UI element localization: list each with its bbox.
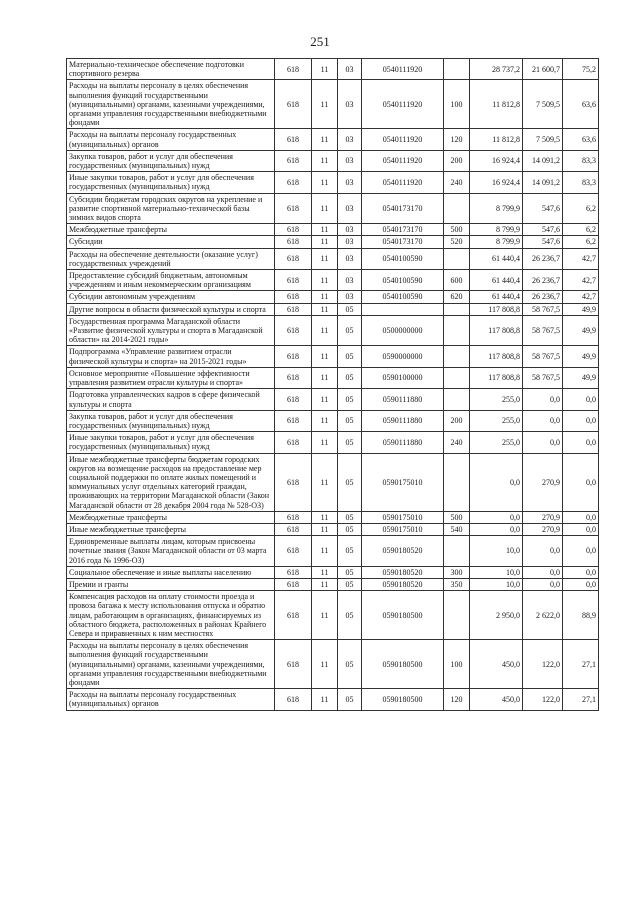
table-row [67,346,599,367]
table-cell-target-article: 0590180500 [362,689,444,710]
table-cell-actual: 58 767,5 [523,315,563,346]
table-row [67,224,599,236]
table-cell-actual: 58 767,5 [523,303,563,315]
table-cell-expense-type: 200 [444,410,470,431]
table-cell-percent: 0,0 [563,523,599,535]
table-cell-plan: 11 812,8 [470,129,523,150]
table-cell-subsection: 05 [338,640,362,689]
table-cell-name: Расходы на выплаты персоналу в целях обеспечения выполнения функций государственными (муниципальными) органами, казенными учреждениями, органами управления государственными внебюджетными фондами [67,80,275,129]
table-cell-expense-type: 100 [444,640,470,689]
table-cell-actual: 122,0 [523,689,563,710]
table-cell-plan: 61 440,4 [470,270,523,291]
table-cell-section: 11 [312,389,338,410]
table-row [67,150,599,171]
table-cell-expense-type: 200 [444,150,470,171]
table-cell-target-article: 0590180520 [362,536,444,567]
table-cell-plan: 16 924,4 [470,172,523,193]
table-cell-expense-type: 120 [444,689,470,710]
table-cell-target-article: 0540173170 [362,193,444,224]
table-cell-admin-code: 618 [275,315,312,346]
table-cell-name: Другие вопросы в области физической культуры и спорта [67,303,275,315]
table-cell-percent: 63,6 [563,80,599,129]
table-cell-subsection: 05 [338,511,362,523]
table-cell-plan: 10,0 [470,536,523,567]
table-cell-percent: 75,2 [563,59,599,80]
table-cell-target-article: 0590180520 [362,578,444,590]
table-cell-admin-code: 618 [275,578,312,590]
table-cell-plan: 8 799,9 [470,236,523,248]
table-cell-admin-code: 618 [275,453,312,511]
table-cell-admin-code: 618 [275,236,312,248]
table-row [67,236,599,248]
table-cell-actual: 14 091,2 [523,150,563,171]
table-cell-name: Закупка товаров, работ и услуг для обеспечения государственных (муниципальных) нужд [67,150,275,171]
table-cell-plan: 10,0 [470,578,523,590]
table-cell-plan: 0,0 [470,523,523,535]
table-cell-subsection: 03 [338,236,362,248]
table-row [67,566,599,578]
table-row [67,591,599,640]
table-cell-expense-type: 620 [444,291,470,303]
table-cell-expense-type: 240 [444,432,470,453]
table-cell-subsection: 05 [338,432,362,453]
table-cell-subsection: 03 [338,270,362,291]
table-cell-plan: 61 440,4 [470,248,523,269]
table-cell-actual: 21 600,7 [523,59,563,80]
table-cell-section: 11 [312,523,338,535]
table-row [67,689,599,710]
table-cell-admin-code: 618 [275,410,312,431]
table-cell-actual: 0,0 [523,410,563,431]
table-cell-section: 11 [312,591,338,640]
table-row [67,432,599,453]
table-cell-percent: 42,7 [563,270,599,291]
table-cell-target-article: 0590111880 [362,389,444,410]
table-row [67,523,599,535]
table-cell-percent: 49,9 [563,367,599,388]
table-cell-subsection: 05 [338,536,362,567]
table-cell-subsection: 05 [338,689,362,710]
table-cell-plan: 117 808,8 [470,315,523,346]
table-cell-admin-code: 618 [275,80,312,129]
table-cell-target-article [362,303,444,315]
table-cell-admin-code: 618 [275,367,312,388]
table-row [67,536,599,567]
table-cell-actual: 547,6 [523,193,563,224]
table-cell-expense-type [444,536,470,567]
table-cell-name: Расходы на обеспечение деятельности (оказание услуг) государственных учреждений [67,248,275,269]
table-cell-section: 11 [312,193,338,224]
table-cell-section: 11 [312,511,338,523]
table-cell-subsection: 05 [338,578,362,590]
table-cell-actual: 270,9 [523,453,563,511]
table-cell-admin-code: 618 [275,523,312,535]
table-row [67,367,599,388]
table-cell-admin-code: 618 [275,432,312,453]
table-cell-admin-code: 618 [275,150,312,171]
table-row [67,511,599,523]
table-row [67,578,599,590]
table-cell-name: Субсидии [67,236,275,248]
table-cell-percent: 0,0 [563,453,599,511]
table-cell-admin-code: 618 [275,224,312,236]
table-cell-section: 11 [312,578,338,590]
table-cell-name: Подготовка управленческих кадров в сфере физической культуры и спорта [67,389,275,410]
table-cell-actual: 7 509,5 [523,80,563,129]
table-cell-subsection: 05 [338,591,362,640]
table-cell-actual: 270,9 [523,511,563,523]
table-cell-actual: 0,0 [523,536,563,567]
table-row [67,80,599,129]
table-cell-plan: 255,0 [470,389,523,410]
table-cell-name: Основное мероприятие «Повышение эффективности управления развитием отрасли культуры и спорта» [67,367,275,388]
table-cell-section: 11 [312,536,338,567]
table-cell-admin-code: 618 [275,591,312,640]
table-cell-target-article: 0590111880 [362,432,444,453]
table-row [67,172,599,193]
table-cell-admin-code: 618 [275,129,312,150]
table-cell-plan: 2 950,0 [470,591,523,640]
table-cell-percent: 0,0 [563,432,599,453]
table-cell-section: 11 [312,150,338,171]
table-row [67,453,599,511]
table-cell-expense-type: 300 [444,566,470,578]
table-cell-section: 11 [312,453,338,511]
table-cell-target-article: 0590180520 [362,566,444,578]
table-cell-percent: 0,0 [563,389,599,410]
table-cell-expense-type: 100 [444,80,470,129]
table-cell-section: 11 [312,59,338,80]
table-cell-admin-code: 618 [275,248,312,269]
table-cell-actual: 26 236,7 [523,248,563,269]
table-cell-target-article: 0590100000 [362,367,444,388]
table-cell-expense-type: 540 [444,523,470,535]
table-cell-plan: 16 924,4 [470,150,523,171]
table-cell-target-article: 0590111880 [362,410,444,431]
table-cell-target-article: 0590180500 [362,591,444,640]
table-cell-name: Компенсация расходов на оплату стоимости проезда и провоза багажа к месту использования отпуска и обратно лицам, работающим в организациях, финансируемых из областного бюджета, расположенных в районах Крайнего Севера и приравненных к ним местностях [67,591,275,640]
table-cell-actual: 58 767,5 [523,346,563,367]
table-cell-percent: 0,0 [563,410,599,431]
table-cell-actual: 26 236,7 [523,270,563,291]
table-cell-admin-code: 618 [275,689,312,710]
table-cell-admin-code: 618 [275,172,312,193]
table-cell-target-article: 0540173170 [362,236,444,248]
table-cell-expense-type [444,248,470,269]
table-row [67,389,599,410]
table-cell-plan: 0,0 [470,511,523,523]
table-row [67,315,599,346]
table-cell-subsection: 05 [338,367,362,388]
table-cell-subsection: 03 [338,129,362,150]
table-cell-section: 11 [312,291,338,303]
table-cell-admin-code: 618 [275,511,312,523]
table-cell-percent: 6,2 [563,224,599,236]
table-cell-plan: 450,0 [470,689,523,710]
table-cell-subsection: 03 [338,224,362,236]
table-cell-expense-type [444,193,470,224]
table-cell-name: Межбюджетные трансферты [67,224,275,236]
table-cell-admin-code: 618 [275,193,312,224]
table-cell-actual: 58 767,5 [523,367,563,388]
table-cell-subsection: 05 [338,389,362,410]
table-cell-subsection: 03 [338,150,362,171]
page-number: 251 [310,34,330,49]
table-cell-section: 11 [312,346,338,367]
table-cell-subsection: 03 [338,172,362,193]
table-cell-plan: 117 808,8 [470,367,523,388]
table-cell-name: Субсидии автономным учреждениям [67,291,275,303]
table-cell-target-article: 0540111920 [362,172,444,193]
table-cell-subsection: 05 [338,410,362,431]
table-cell-subsection: 03 [338,248,362,269]
table-cell-percent: 49,9 [563,303,599,315]
table-cell-actual: 0,0 [523,578,563,590]
table-cell-target-article: 0540111920 [362,59,444,80]
table-row [67,129,599,150]
table-cell-target-article: 0540173170 [362,224,444,236]
table-cell-actual: 14 091,2 [523,172,563,193]
table-cell-section: 11 [312,367,338,388]
table-row [67,291,599,303]
table-cell-actual: 0,0 [523,389,563,410]
table-cell-subsection: 05 [338,303,362,315]
table-cell-target-article: 0590000000 [362,346,444,367]
table-cell-name: Межбюджетные трансферты [67,511,275,523]
table-row [67,270,599,291]
table-cell-plan: 255,0 [470,410,523,431]
table-cell-admin-code: 618 [275,536,312,567]
table-row [67,59,599,80]
table-cell-percent: 49,9 [563,346,599,367]
table-cell-percent: 6,2 [563,193,599,224]
table-cell-percent: 42,7 [563,248,599,269]
table-cell-section: 11 [312,129,338,150]
table-cell-percent: 6,2 [563,236,599,248]
table-cell-percent: 88,9 [563,591,599,640]
table-cell-section: 11 [312,640,338,689]
table-cell-name: Расходы на выплаты персоналу государственных (муниципальных) органов [67,689,275,710]
table-cell-subsection: 05 [338,453,362,511]
table-cell-name: Предоставление субсидий бюджетным, автономным учреждениям и иным некоммерческим организациям [67,270,275,291]
table-cell-section: 11 [312,172,338,193]
table-cell-expense-type [444,591,470,640]
table-cell-name: Единовременные выплаты лицам, которым присвоены почетные звания (Закон Магаданской области от 03 марта 2016 года № 1996-ОЗ) [67,536,275,567]
table-cell-admin-code: 618 [275,389,312,410]
table-cell-admin-code: 618 [275,303,312,315]
table-cell-expense-type [444,346,470,367]
table-cell-name: Расходы на выплаты персоналу государственных (муниципальных) органов [67,129,275,150]
table-cell-plan: 28 737,2 [470,59,523,80]
table-cell-name: Иные межбюджетные трансферты бюджетам городских округов на возмещение расходов на предоставление мер социальной поддержки по оплате жилых помещений и коммунальных услуг отдельных категорий граждан, проживающих на территории Магаданской области (Закон Магаданской области от 28 декабря 2004 года № 528-ОЗ) [67,453,275,511]
table-cell-name: Расходы на выплаты персоналу в целях обеспечения выполнения функций государственными (муниципальными) органами, казенными учреждениями, органами управления государственными внебюджетными фондами [67,640,275,689]
table-cell-plan: 450,0 [470,640,523,689]
table-cell-target-article: 0540100590 [362,248,444,269]
table-cell-subsection: 03 [338,80,362,129]
table-cell-percent: 27,1 [563,640,599,689]
table-cell-section: 11 [312,410,338,431]
table-cell-expense-type: 350 [444,578,470,590]
table-cell-name: Закупка товаров, работ и услуг для обеспечения государственных (муниципальных) нужд [67,410,275,431]
table-cell-plan: 8 799,9 [470,224,523,236]
table-cell-plan: 11 812,8 [470,80,523,129]
table-row [67,303,599,315]
table-cell-expense-type [444,367,470,388]
table-cell-section: 11 [312,80,338,129]
table-cell-target-article: 0540100590 [362,291,444,303]
table-row [67,193,599,224]
table-cell-subsection: 03 [338,291,362,303]
table-cell-name: Премии и гранты [67,578,275,590]
table-cell-plan: 61 440,4 [470,291,523,303]
table-cell-actual: 0,0 [523,566,563,578]
table-cell-section: 11 [312,432,338,453]
table-cell-plan: 0,0 [470,453,523,511]
table-cell-admin-code: 618 [275,59,312,80]
table-cell-admin-code: 618 [275,291,312,303]
table-cell-percent: 27,1 [563,689,599,710]
table-cell-percent: 63,6 [563,129,599,150]
table-cell-admin-code: 618 [275,566,312,578]
table-cell-admin-code: 618 [275,270,312,291]
table-cell-name: Материально-техническое обеспечение подготовки спортивного резерва [67,59,275,80]
table-cell-expense-type: 500 [444,224,470,236]
table-cell-target-article: 0540100590 [362,270,444,291]
table-cell-expense-type [444,389,470,410]
table-cell-name: Иные межбюджетные трансферты [67,523,275,535]
table-cell-name: Иные закупки товаров, работ и услуг для обеспечения государственных (муниципальных) нужд [67,172,275,193]
table-cell-plan: 8 799,9 [470,193,523,224]
table-cell-name: Социальное обеспечение и иные выплаты населению [67,566,275,578]
table-cell-name: Субсидии бюджетам городских округов на укрепление и развитие спортивной материально-технической базы зимних видов спорта [67,193,275,224]
table-cell-plan: 10,0 [470,566,523,578]
table-cell-actual: 547,6 [523,236,563,248]
table-cell-actual: 0,0 [523,432,563,453]
table-cell-actual: 270,9 [523,523,563,535]
table-cell-target-article: 0590175010 [362,511,444,523]
table-cell-percent: 83,3 [563,150,599,171]
table-cell-target-article: 0590175010 [362,523,444,535]
table-cell-name: Подпрограмма «Управление развитием отрасли физической культуры и спорта» на 2015-2021 годы» [67,346,275,367]
table-cell-percent: 0,0 [563,578,599,590]
table-cell-plan: 255,0 [470,432,523,453]
table-cell-target-article: 0500000000 [362,315,444,346]
table-cell-expense-type: 500 [444,511,470,523]
table-cell-percent: 42,7 [563,291,599,303]
table-cell-section: 11 [312,224,338,236]
table-cell-actual: 547,6 [523,224,563,236]
table-cell-expense-type [444,453,470,511]
table-cell-target-article: 0540111920 [362,80,444,129]
table-cell-section: 11 [312,689,338,710]
table-cell-percent: 0,0 [563,536,599,567]
table-cell-expense-type: 600 [444,270,470,291]
table-cell-admin-code: 618 [275,346,312,367]
table-cell-subsection: 05 [338,566,362,578]
table-cell-percent: 0,0 [563,566,599,578]
table-row [67,248,599,269]
table-cell-subsection: 03 [338,59,362,80]
table-cell-subsection: 05 [338,315,362,346]
table-cell-expense-type: 520 [444,236,470,248]
table-cell-section: 11 [312,270,338,291]
table-cell-target-article: 0540111920 [362,129,444,150]
table-cell-subsection: 05 [338,346,362,367]
table-cell-subsection: 05 [338,523,362,535]
table-cell-target-article: 0540111920 [362,150,444,171]
table-cell-subsection: 03 [338,193,362,224]
table-cell-actual: 2 622,0 [523,591,563,640]
table-cell-section: 11 [312,236,338,248]
table-cell-name: Государственная программа Магаданской области «Развитие физической культуры и спорта в Магаданской области» на 2014-2021 годы» [67,315,275,346]
table-cell-section: 11 [312,566,338,578]
table-cell-target-article: 0590175010 [362,453,444,511]
table-row [67,640,599,689]
table-cell-section: 11 [312,315,338,346]
table-cell-target-article: 0590180500 [362,640,444,689]
table-cell-expense-type: 120 [444,129,470,150]
table-cell-section: 11 [312,248,338,269]
table-cell-expense-type [444,59,470,80]
table-cell-plan: 117 808,8 [470,303,523,315]
table-cell-percent: 49,9 [563,315,599,346]
table-cell-actual: 7 509,5 [523,129,563,150]
table-cell-name: Иные закупки товаров, работ и услуг для обеспечения государственных (муниципальных) нужд [67,432,275,453]
table-cell-plan: 117 808,8 [470,346,523,367]
table-cell-percent: 0,0 [563,511,599,523]
table-row [67,410,599,431]
table-body [67,59,599,711]
table-cell-actual: 122,0 [523,640,563,689]
table-cell-percent: 83,3 [563,172,599,193]
budget-table [66,58,599,711]
table-cell-expense-type [444,315,470,346]
table-cell-actual: 26 236,7 [523,291,563,303]
table-cell-section: 11 [312,303,338,315]
table-cell-expense-type: 240 [444,172,470,193]
table-cell-expense-type [444,303,470,315]
table-cell-admin-code: 618 [275,640,312,689]
